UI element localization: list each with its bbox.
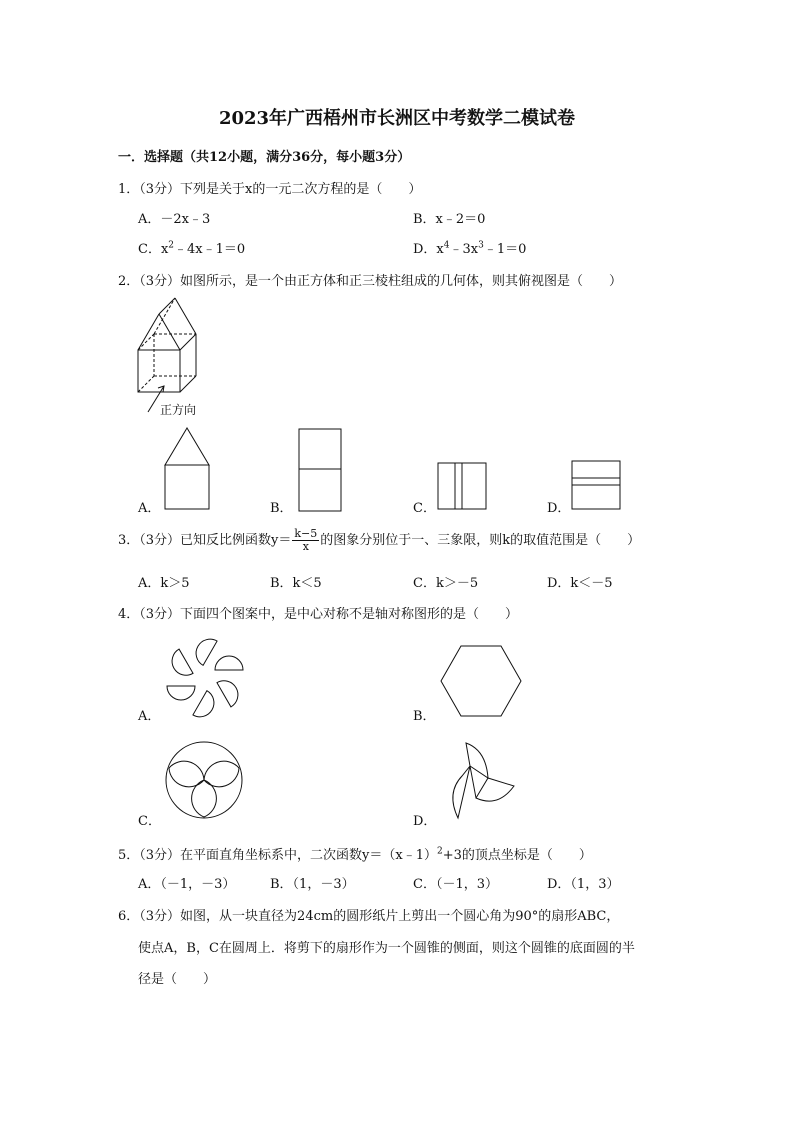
q4-option-d-label: D．	[413, 814, 437, 829]
q2-option-d-figure	[571, 460, 621, 510]
q3-stem-pre: 3．（3分）已知反比例函数y＝	[118, 533, 292, 548]
q5-option-a: A．（－1，－3）	[138, 877, 236, 892]
q1-option-b: B．x﹣2＝0	[413, 212, 486, 227]
q3-stem-post: 的图象分别位于一、三象限，则k的取值范围是（ ）	[320, 533, 641, 548]
q2-option-d-label: D．	[547, 501, 571, 516]
q1-option-d-post: ﹣1＝0	[483, 242, 527, 257]
q1-option-a: A．－2x﹣3	[138, 212, 211, 227]
q1-option-d-mid: ﹣3x	[449, 242, 479, 257]
q1-option-c-post: ﹣4x﹣1＝0	[174, 242, 246, 257]
q5-stem-post: +3的顶点坐标是（ ）	[442, 848, 592, 863]
question-1-stem: 1．（3分）下列是关于x的一元二次方程的是（ ）	[118, 182, 422, 197]
q5-option-b: B．（1，－3）	[270, 877, 355, 892]
q1-option-c-sup: 2	[168, 240, 175, 251]
q4-option-b-hexagon-figure	[440, 645, 522, 717]
q5-stem-sup: 2	[437, 846, 443, 857]
q3-option-b: B．k＜5	[270, 576, 322, 591]
question-3-stem	[118, 528, 640, 553]
q5-option-d: D．（1，3）	[547, 877, 620, 892]
q5-option-c: C．（－1，3）	[413, 877, 498, 892]
question-2-stem: 2．（3分）如图所示，是一个由正方体和正三棱柱组成的几何体，则其俯视图是（ ）	[118, 274, 623, 289]
question-6-line-1: 6．（3分）如图，从一块直径为24cm的圆形纸片上剪出一个圆心角为90°的扇形ABC，	[118, 909, 620, 924]
q3-option-a: A．k＞5	[138, 576, 190, 591]
q4-option-c-label: C．	[138, 814, 161, 829]
q2-direction-label: 正方向	[160, 403, 197, 417]
q1-option-d-pre: D．x	[413, 242, 444, 257]
q4-option-a-label: A．	[138, 709, 161, 724]
q2-option-c-figure	[437, 462, 487, 510]
question-5-stem	[118, 844, 592, 863]
q2-option-b-figure	[298, 428, 342, 512]
question-6-line-2: 使点A，B，C在圆周上．将剪下的扇形作为一个圆锥的侧面，则这个圆锥的底面圆的半	[138, 941, 635, 956]
page-title: 2023年广西梧州市长洲区中考数学二模试卷	[218, 108, 576, 129]
q4-option-d-trefoil-figure	[436, 738, 516, 824]
q2-option-b-label: B．	[270, 501, 293, 516]
q1-option-c	[138, 238, 245, 257]
q2-option-c-label: C．	[413, 501, 436, 516]
q1-option-d-sup1: 4	[443, 240, 450, 251]
q1-option-c-pre: C．x	[138, 242, 169, 257]
q4-option-a-pinwheel-figure	[163, 638, 247, 718]
q3-fraction-denominator: x	[302, 540, 309, 553]
section-heading: 一．选择题（共12小题，满分36分，每小题3分）	[118, 150, 411, 165]
q3-option-d: D．k＜－5	[547, 576, 613, 591]
question-4-stem: 4．（3分）下面四个图案中，是中心对称不是轴对称图形的是（ ）	[118, 607, 519, 622]
q1-option-d	[413, 238, 526, 257]
q3-fraction-numerator: k−5	[294, 527, 318, 540]
q4-option-c-circle-figure	[164, 740, 244, 820]
q4-option-b-label: B．	[413, 709, 436, 724]
q3-fraction	[292, 528, 319, 553]
q1-option-d-sup2: 3	[478, 240, 484, 251]
q5-stem-pre: 5．（3分）在平面直角坐标系中，二次函数y＝（x﹣1）	[118, 848, 437, 863]
q2-option-a-figure	[164, 427, 210, 511]
question-6-line-3: 径是（ ）	[138, 972, 217, 987]
q2-option-a-label: A．	[138, 501, 161, 516]
q3-option-c: C．k＞－5	[413, 576, 479, 591]
